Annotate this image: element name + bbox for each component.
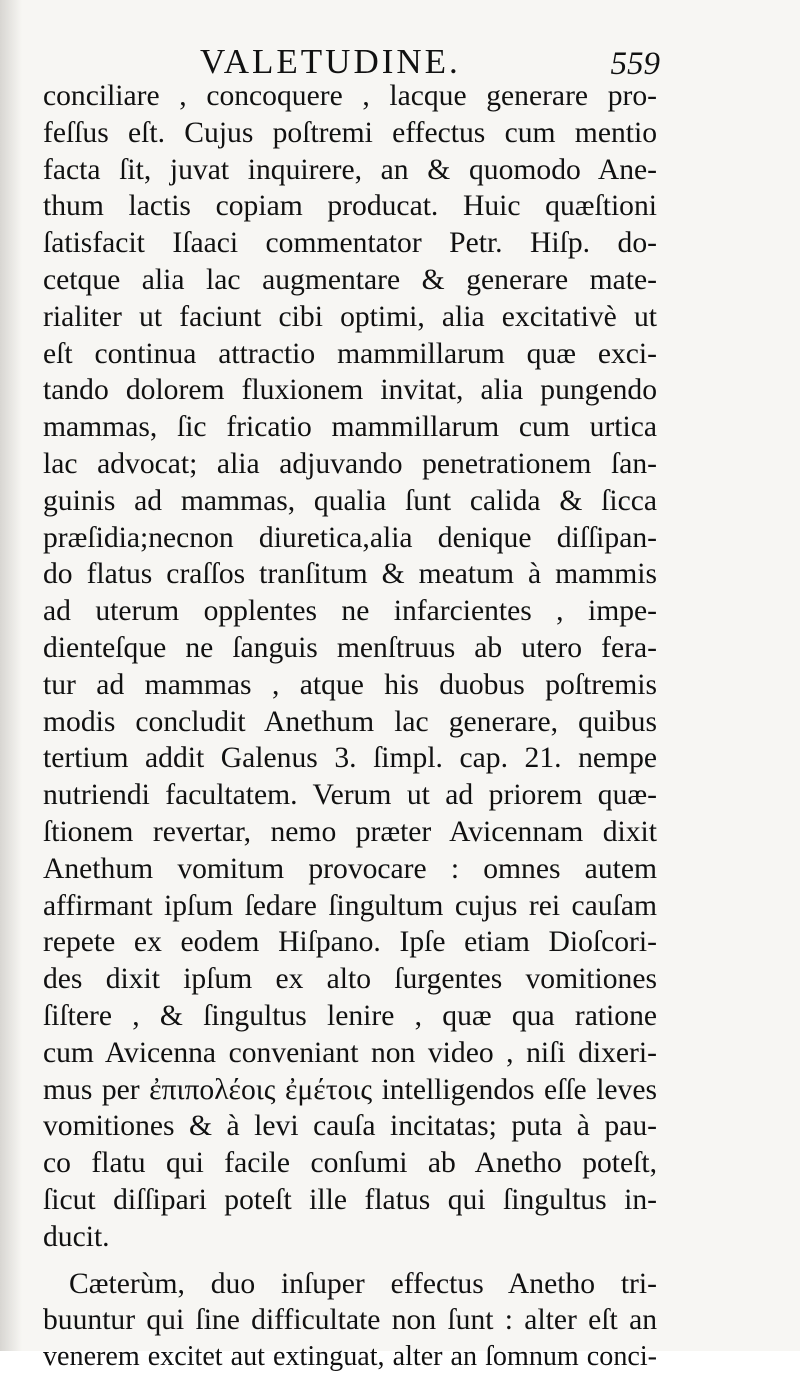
text-line: ſtionem revertar, nemo præter Avicennam dixit (43, 815, 657, 848)
running-head-title: VALETUDINE. (200, 42, 461, 81)
paragraph-gap (43, 1256, 657, 1266)
text-line: lac advocat; alia adjuvando penetrationem ſan- (43, 447, 657, 480)
text-line: Anethum vomitum provocare : omnes autem (43, 852, 657, 885)
text-line: eſt continua attractio mammillarum quæ exci- (43, 337, 657, 370)
text-line: ducit. (43, 1220, 110, 1253)
text-line: des dixit ipſum ex alto ſurgentes vomitiones (43, 963, 657, 996)
text-line: feſſus eſt. Cujus poſtremi effectus cum mentio (43, 116, 657, 149)
text-line: cum Avicenna conveniant non video , niſi dixeri- (43, 1036, 657, 1069)
text-line: conciliare , concoquere , lacque generare pro- (43, 80, 657, 112)
text-line: nutriendi facultatem. Verum ut ad priorem quæ- (43, 779, 657, 812)
text-line: vomitiones & à levi cauſa incitatas; puta à pau- (43, 1110, 657, 1143)
text-line: præſidia;necnon diuretica,alia denique diſſipan- (43, 521, 657, 554)
text-line: tur ad mammas , atque his duobus poſtremis (43, 668, 657, 701)
text-line: rialiter ut faciunt cibi optimi, alia excitativè ut (43, 300, 657, 333)
text-line: buuntur qui ſine difficultate non ſunt : alter eſt an (43, 1304, 657, 1337)
body-text (43, 78, 657, 1376)
text-line: Cæterùm, duo inſuper effectus Anetho tri- (69, 1267, 657, 1300)
page-edge-shadow (0, 0, 22, 1351)
text-line: modis concludit Anethum lac generare, quibus (43, 705, 657, 738)
text-line: cetque alia lac augmentare & generare mate- (43, 263, 657, 296)
paragraph-1 (43, 78, 657, 1256)
text-line: affirmant ipſum ſedare ſingultum cujus rei cauſam (43, 889, 657, 922)
text-line: venerem excitet aut extinguat, alter an ſomnum conci- (43, 1341, 657, 1373)
text-line: co flatu qui facile conſumi ab Anetho poteſt, (43, 1147, 657, 1180)
text-line: facta ſit, juvat inquirere, an & quomodo Ane- (43, 153, 657, 186)
text-line: tando dolorem fluxionem invitat, alia pungendo (43, 374, 657, 407)
text-line: dienteſque ne ſanguis menſtruus ab utero fera- (43, 631, 657, 664)
text-line: ſicut diſſipari poteſt ille flatus qui ſingultus in- (43, 1183, 657, 1216)
text-line: repete ex eodem Hiſpano. Ipſe etiam Dioſcori- (43, 926, 657, 959)
text-line: mus per ἐπιπολέοις ἐμέτοις intelligendos eſſe leves (43, 1073, 657, 1106)
text-line: ſiſtere , & ſingultus lenire , quæ qua ratione (43, 999, 657, 1032)
text-line: mammas, ſic fricatio mammillarum cum urtica (43, 411, 657, 444)
text-line: do flatus craſſos tranſitum & meatum à mammis (43, 558, 657, 591)
text-line: thum lactis copiam producat. Huic quæſtioni (43, 190, 657, 223)
text-line: ad uterum opplentes ne infarcientes , impe- (43, 595, 657, 628)
text-line: guinis ad mammas, qualia ſunt calida & ſicca (43, 484, 657, 517)
paragraph-2 (43, 1266, 657, 1376)
text-line: ſatisfacit Iſaaci commentator Petr. Hiſp. do- (43, 227, 657, 260)
text-line: tertium addit Galenus 3. ſimpl. cap. 21. nempe (43, 742, 657, 775)
page-number: 559 (610, 46, 660, 82)
